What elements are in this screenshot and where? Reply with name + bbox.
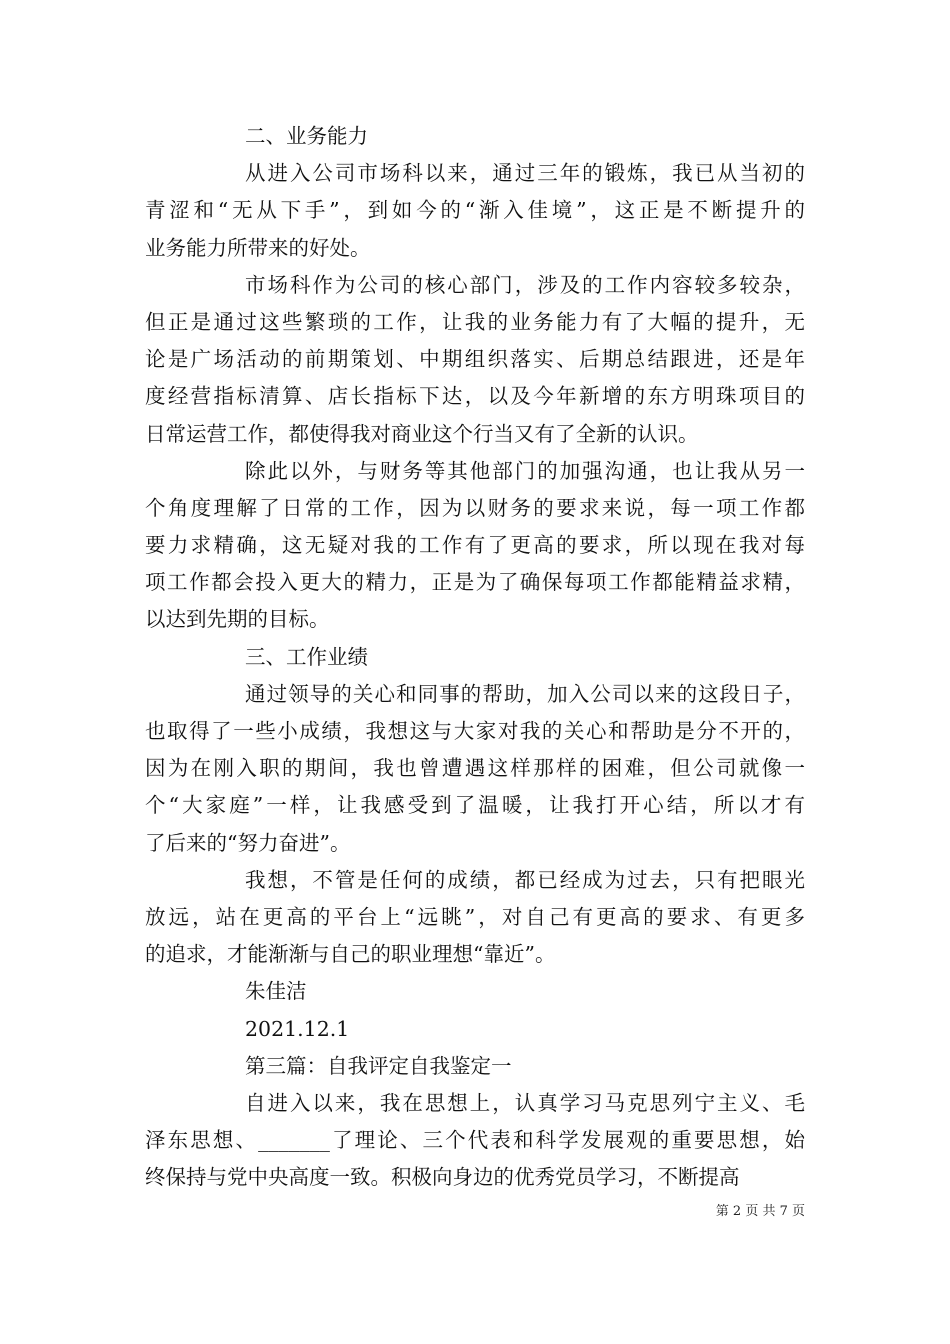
text-line: 我想，不管是任何的成绩，都已经成为过去，只有把眼光 xyxy=(245,867,805,892)
text-line: 个“大家庭”一样，让我感受到了温暖，让我打开心结，所以才有 xyxy=(145,793,805,818)
text-line: 业务能力所带来的好处。 xyxy=(145,235,371,260)
text-line: 除此以外，与财务等其他部门的加强沟通，也让我从另一 xyxy=(245,458,805,483)
text-line: 度经营指标清算、店长指标下达，以及今年新增的东方明珠项目的 xyxy=(145,384,805,409)
text-line: 市场科作为公司的核心部门，涉及的工作内容较多较杂， xyxy=(245,272,805,297)
signature xyxy=(145,973,805,1010)
text-line: 但正是通过这些繁琐的工作，让我的业务能力有了大幅的提升，无 xyxy=(145,309,805,334)
text-line: 通过领导的关心和同事的帮助，加入公司以来的这段日子， xyxy=(245,681,805,706)
paragraph xyxy=(145,453,805,639)
page-number: 第 2 页 共 7 页 xyxy=(715,1204,805,1219)
heading xyxy=(145,118,805,155)
date xyxy=(145,1011,805,1048)
text-line: 三、工作业绩 xyxy=(245,644,368,669)
text-line: 日常运营工作，都使得我对商业这个行当又有了全新的认识。 xyxy=(145,421,699,446)
text-line: 终保持与党中央高度一致。积极向身边的优秀党员学习，不断提高 xyxy=(145,1165,740,1190)
text-line: 也取得了一些小成绩，我想这与大家对我的关心和帮助是分不开的， xyxy=(145,719,805,743)
paragraph xyxy=(145,267,805,453)
paragraph xyxy=(145,155,805,267)
text-line: 朱佳洁 xyxy=(245,979,307,1004)
text-line: 放远，站在更高的平台上“远眺”，对自己有更高的要求、有更多 xyxy=(145,904,805,929)
heading xyxy=(145,1048,805,1085)
paragraph xyxy=(145,862,805,974)
text-line: 的追求，才能渐渐与自己的职业理想“靠近”。 xyxy=(145,942,556,967)
text-line: 二、业务能力 xyxy=(245,124,368,148)
document-body xyxy=(145,118,805,1196)
paragraph xyxy=(145,1085,805,1197)
text-line: 论是广场活动的前期策划、中期组织落实、后期总结跟进，还是年 xyxy=(145,347,805,372)
text-line: 第三篇：自我评定自我鉴定一 xyxy=(245,1053,512,1078)
text-line: 从进入公司市场科以来，通过三年的锻炼，我已从当初的 xyxy=(245,161,805,186)
text-line: 项工作都会投入更大的精力，正是为了确保每项工作都能精益求精， xyxy=(145,570,805,595)
text-line: 个角度理解了日常的工作，因为以财务的要求来说，每一项工作都 xyxy=(145,495,805,520)
text-line: 2021.12.1 xyxy=(245,1016,350,1041)
paragraph xyxy=(145,676,805,862)
text-line: 要力求精确，这无疑对我的工作有了更高的要求，所以现在我对每 xyxy=(145,533,805,558)
text-line: 了后来的“努力奋进”。 xyxy=(145,830,351,855)
text-line: 自进入以来，我在思想上，认真学习马克思列宁主义、毛 xyxy=(245,1090,805,1115)
heading xyxy=(145,639,805,676)
text-line: 泽东思想、_______了理论、三个代表和科学发展观的重要思想，始 xyxy=(145,1128,805,1153)
text-line: 因为在刚入职的期间，我也曾遭遇这样那样的困难，但公司就像一 xyxy=(145,756,805,781)
text-line: 以达到先期的目标。 xyxy=(145,607,330,632)
text-line: 青涩和“无从下手”，到如今的“渐入佳境”，这正是不断提升的 xyxy=(145,198,805,223)
